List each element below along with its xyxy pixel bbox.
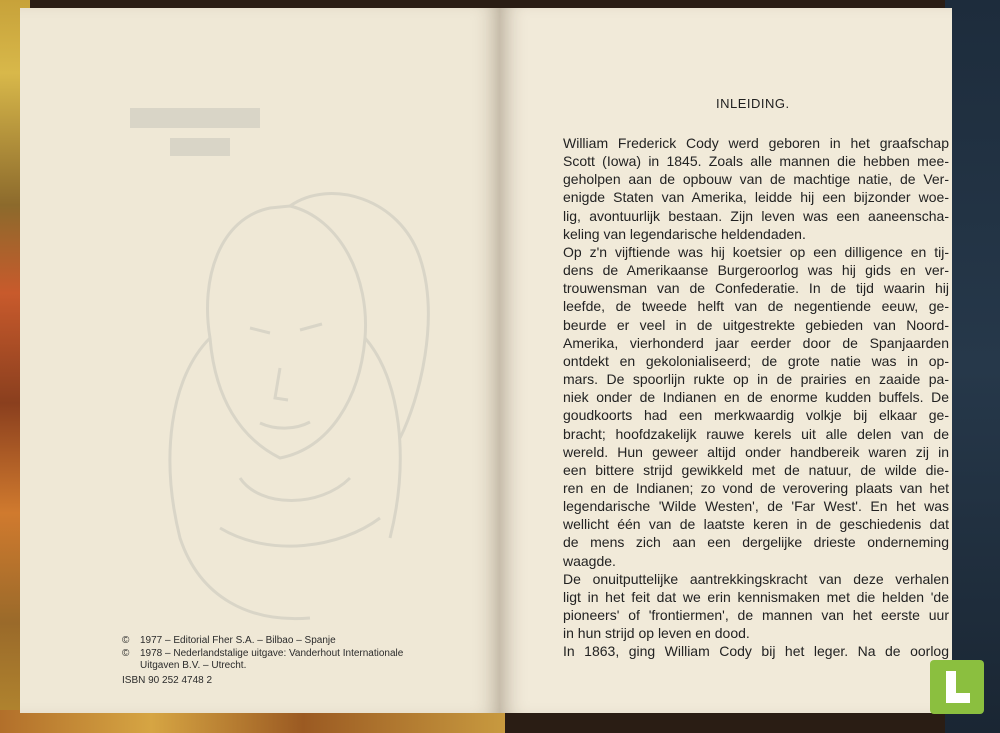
text-line: beurde er veel in de uitgestrekte gebieden van Noord- [563, 316, 949, 333]
copyright-symbol: © [122, 635, 130, 646]
copyright-line [122, 660, 462, 673]
introduction-text [563, 134, 949, 661]
text-line: goudkoorts had een merkwaardig volkje bij elkaar ge- [563, 407, 949, 424]
text-line: pioneers' of 'frontiermen', de mannen van het eerste uur [563, 607, 949, 624]
copyright-symbol [122, 660, 140, 673]
copyright-text: Uitgaven B.V. – Utrecht. [140, 660, 247, 671]
text-line: een bittere strijd gewikkeld met de natuur, de wilde die- [563, 461, 949, 478]
left-page [20, 8, 500, 713]
l-logo-icon [930, 660, 984, 714]
text-line: Amerika, vierhonderd jaar eerder door de Spanjaarden [563, 334, 949, 351]
text-line: waagde. [563, 552, 616, 569]
text-line: dens de Amerikaanse Burgeroorlog was hij gids en ver- [563, 262, 949, 279]
text-line: geholpen aan de opbouw van de machtige natie, de Ver- [563, 171, 949, 188]
text-line: In 1863, ging William Cody bij het leger. Na de oorlog [563, 643, 949, 660]
isbn-number: ISBN 90 252 4748 2 [122, 674, 213, 686]
text-line: trouwensman van de Confederatie. In de tijd waarin hij [563, 280, 949, 297]
text-line: de mens zich aan een dergelijke drieste onderneming [563, 534, 949, 551]
book-cover-bottom-edge [0, 710, 505, 733]
text-line: wellicht één van de laatste keren in de geschiedenis dat [563, 516, 949, 533]
text-line: leefde, de tweede helft van de negentiende eeuw, ge- [563, 298, 949, 315]
text-line: enigde Staten van Amerika, leidde hij een bijzonder woe- [563, 189, 949, 206]
copyright-line [122, 648, 462, 661]
text-line: niek onder de Indianen en de enorme kudden buffels. De [563, 389, 949, 406]
text-line: lig, avontuurlijk bestaan. Zijn leven was een aaneenscha- [563, 207, 949, 224]
text-line: Op z'n vijftiende was hij koetsier op een dilligence en tij- [563, 243, 949, 260]
copyright-text: 1977 – Editorial Fher S.A. – Bilbao – Spanje [140, 635, 336, 646]
text-line: De onuitputtelijke aantrekkingskracht van deze verhalen [563, 570, 949, 587]
copyright-block [122, 635, 462, 687]
text-line: keling van legendarische heldendaden. [563, 225, 806, 242]
text-line: ligt in het feit dat we erin kennismaken met die helden 'de [563, 588, 949, 605]
text-line: ren en de Indianen; zo vond de verovering plaats van het [563, 479, 949, 496]
l-logo-glyph [946, 693, 970, 703]
chapter-heading: INLEIDING. [716, 96, 790, 111]
text-line: legendarische 'Wilde Westen', de 'Far West'. En het was [563, 498, 949, 515]
text-line: bracht; hoofdzakelijk rauwe kerels uit alle delen van de [563, 425, 949, 442]
text-line: mars. De spoorlijn rukte op in de prairies en zaaide pa- [563, 371, 949, 388]
text-line: Scott (Iowa) in 1845. Zoals alle mannen die hebben mee- [563, 153, 949, 170]
text-line: in hun strijd op leven en dood. [563, 625, 750, 642]
copyright-symbol: © [122, 647, 130, 659]
book-cover-right-edge [945, 0, 1000, 733]
copyright-text: 1978 – Nederlandstalige uitgave: Vanderhout Internationale [140, 647, 404, 659]
text-line: wereld. Hun geweer altijd onder handbereik waren zij in [563, 443, 949, 460]
copyright-line [122, 635, 462, 648]
text-line: William Frederick Cody werd geboren in het graafschap [563, 135, 949, 151]
indian-chief-portrait-image [100, 78, 460, 638]
text-line: ontdekt en gekolonialiseerd; de grote natie was in op- [563, 352, 949, 369]
